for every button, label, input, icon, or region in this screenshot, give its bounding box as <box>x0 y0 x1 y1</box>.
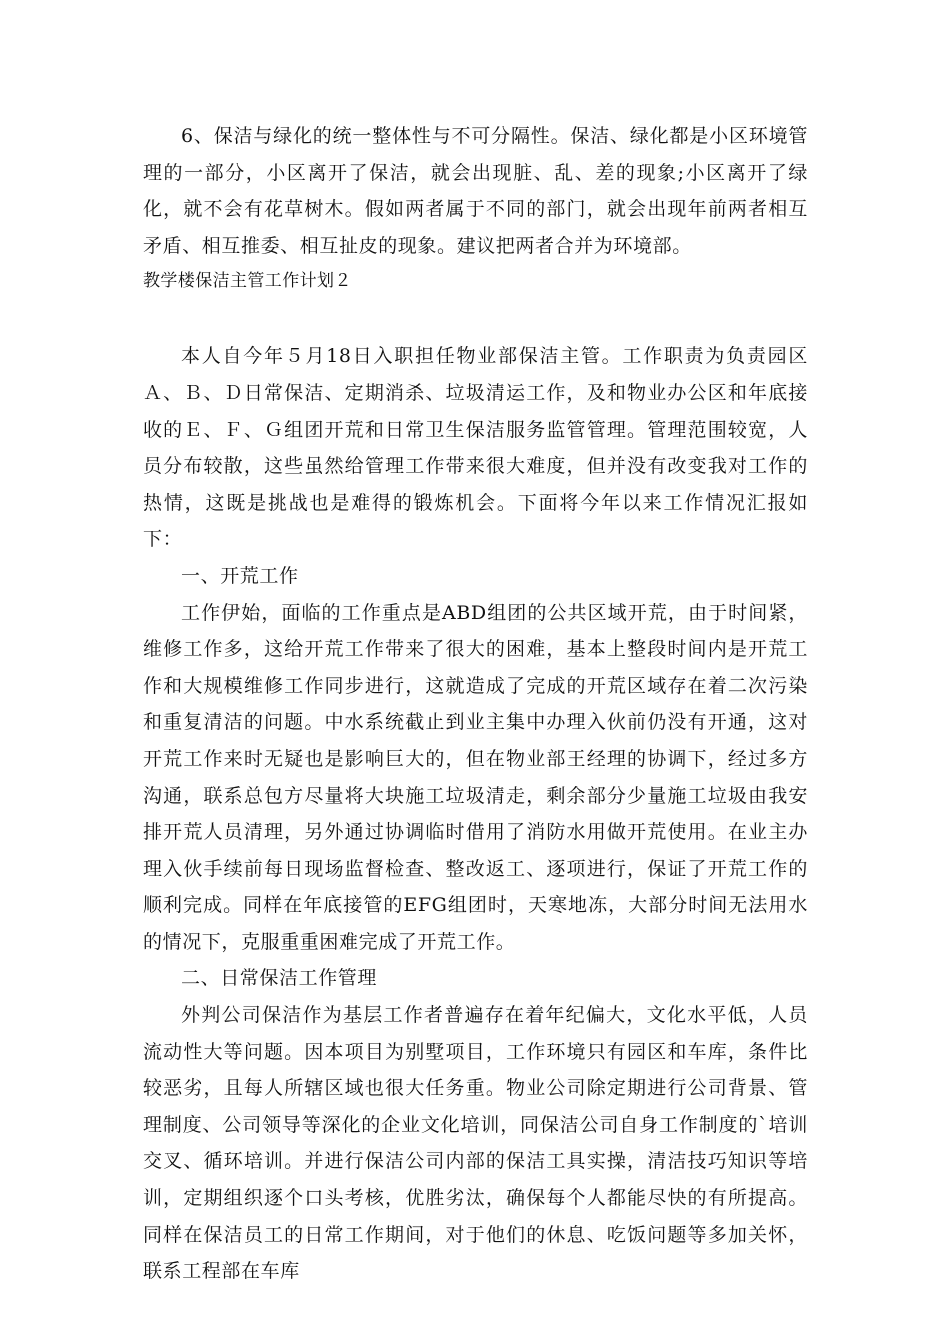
section-2-paragraph: 外判公司保洁作为基层工作者普遍存在着年纪偏大，文化水平低，人员流动性大等问题。因本项目为别墅项目，工作环境只有园区和车库，条件比较恶劣，且每人所辖区域也很大任务重。物业公司除定期进行公司背景、管理制度、公司领导等深化的企业文化培训，同保洁公司自身工作制度的`培训交叉、循环培训。并进行保洁公司内部的保洁工具实操，清洁技巧知识等培训，定期组织逐个口头考核，优胜劣汰，确保每个人都能尽快的有所提高。同样在保洁员工的日常工作期间，对于他们的休息、吃饭问题等多加关怀，联系工程部在车库 <box>143 1004 808 1283</box>
section-2-heading: 二、日常保洁工作管理 <box>181 967 378 990</box>
document-page <box>143 118 808 1290</box>
section-1-heading: 一、开荒工作 <box>181 564 299 587</box>
document-title: 教学楼保洁主管工作计划２ <box>143 271 352 292</box>
intro-paragraph: 6、保洁与绿化的统一整体性与不可分隔性。保洁、绿化都是小区环境管理的一部分，小区离开了保洁，就会出现脏、乱、差的现象;小区离开了绿化，就不会有花草树木。假如两者属于不同的部门，就会出现年前两者相互矛盾、相互推委、相互扯皮的现象。建议把两者合并为环境部。 <box>143 125 808 257</box>
opening-paragraph: 本人自今年５月18日入职担任物业部保洁主管。工作职责为负责园区Ａ、Ｂ、Ｄ日常保洁、定期消杀、垃圾清运工作，及和物业办公区和年底接收的Ｅ、Ｆ、Ｇ组团开荒和日常卫生保洁服务监管管理。管理范围较宽，人员分布较散，这些虽然给管理工作带来很大难度，但并没有改变我对工作的热情，这既是挑战也是难得的锻炼机会。下面将今年以来工作情况汇报如下： <box>143 345 808 551</box>
spacer <box>143 298 808 338</box>
section-1-paragraph: 工作伊始，面临的工作重点是ABD组团的公共区域开荒，由于时间紧，维修工作多，这给开荒工作带来了很大的困难，基本上整段时间内是开荒工作和大规模维修工作同步进行，这就造成了完成的开荒区域存在着二次污染和重复清洁的问题。中水系统截止到业主集中办理入伙前仍没有开通，这对开荒工作来时无疑也是影响巨大的，但在物业部王经理的协调下，经过多方沟通，联系总包方尽量将大块施工垃圾清走，剩余部分少量施工垃圾由我安排开荒人员清理，另外通过协调临时借用了消防水用做开荒使用。在业主办理入伙手续前每日现场监督检查、整改返工、逐项进行，保证了开荒工作的顺利完成。同样在年底接管的EFG组团时，天寒地冻，大部分时间无法用水的情况下，克服重重困难完成了开荒工作。 <box>143 601 808 953</box>
